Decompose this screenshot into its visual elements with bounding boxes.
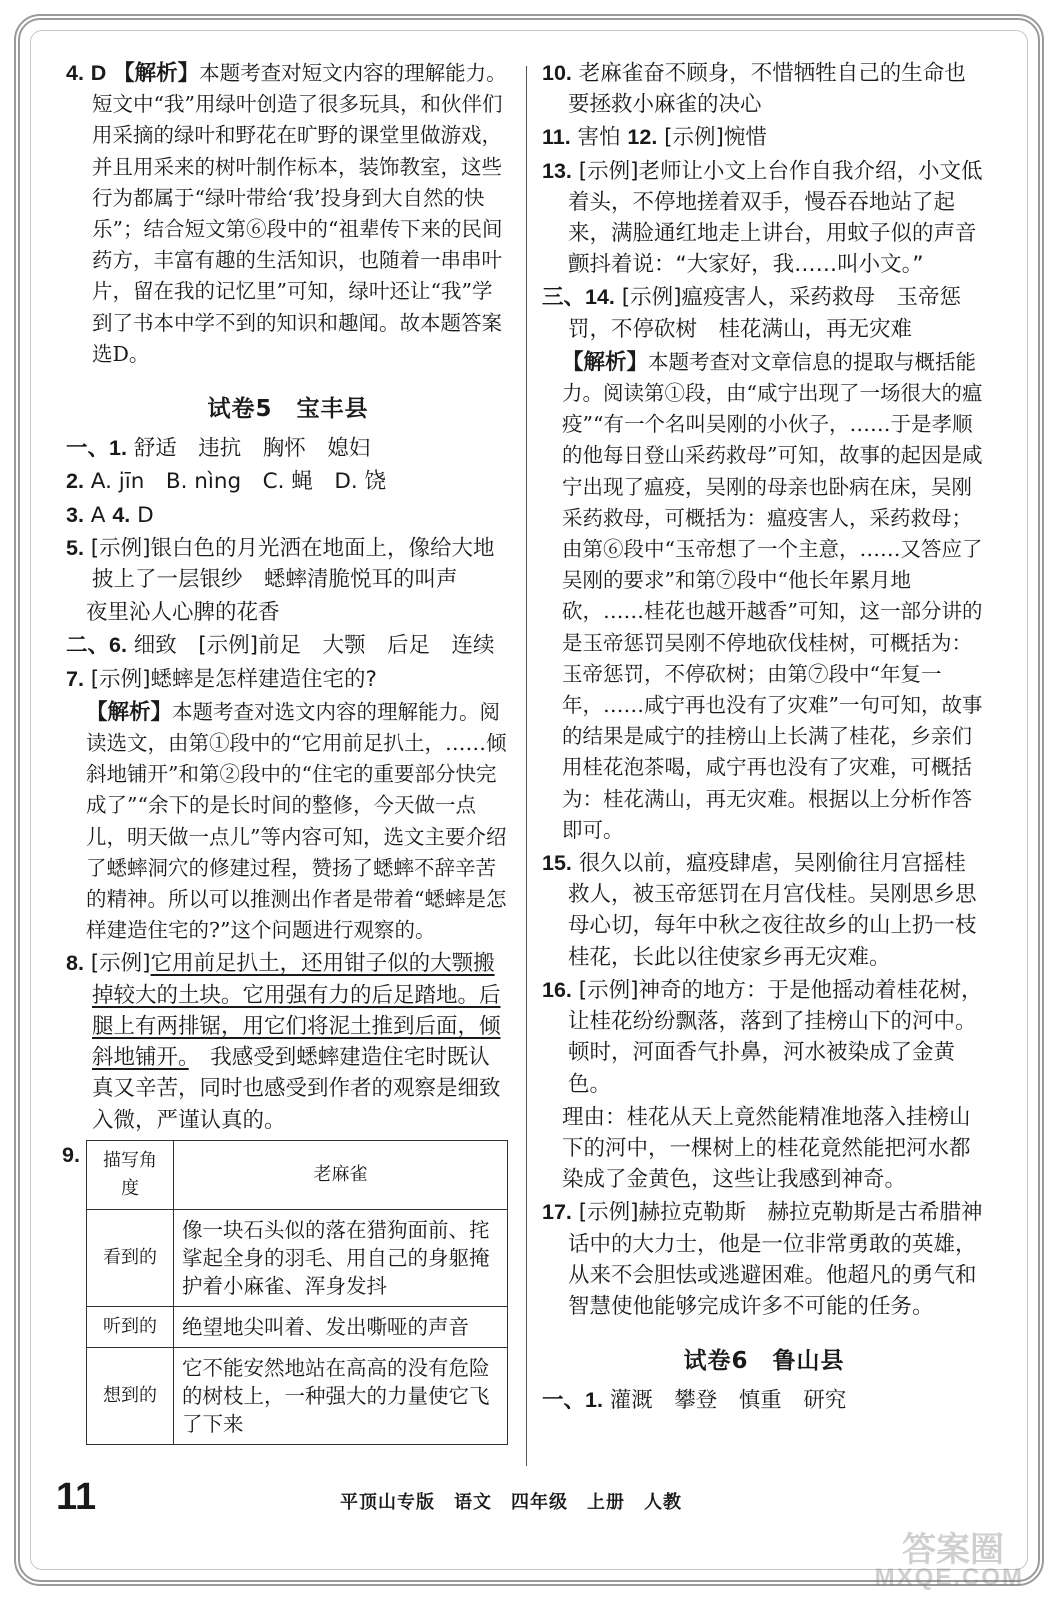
book-info: 平顶山专版 语文 四年级 上册 人教 — [340, 1492, 682, 1513]
table-row — [87, 1209, 508, 1306]
page-footer — [56, 1476, 1006, 1522]
watermark-logo-text: 答案圈 — [902, 1530, 1004, 1570]
column-divider — [526, 66, 527, 1466]
answer-6: 二、6. 细致 [示例]前足 大颚 后足 连续 — [66, 633, 495, 659]
table-row — [87, 1347, 508, 1444]
description-table — [86, 1140, 508, 1445]
section-title-6: 试卷6 鲁山县 — [683, 1348, 845, 1375]
table-cell: 想到的 — [87, 1347, 174, 1444]
table-cell: 看到的 — [87, 1209, 174, 1306]
page-number: 11 — [56, 1476, 97, 1518]
answer-1: 一、1. 舒适 违抗 胸怀 媳妇 — [66, 436, 371, 462]
answer-1b: 一、1. 灌溉 攀登 慎重 研究 — [542, 1388, 847, 1414]
answer-3-4: 3. A 4. D — [66, 502, 154, 528]
answer-4: 4. D 【解析】本题考查对短文内容的理解能力。短文中“我”用绿叶创造了很多玩具，和伙伴们用采摘的绿叶和野花在旷野的课堂里做游戏，并且用采来的树叶制作标本，装饰教室，这些行为都属于“绿叶带给‘我’投身到大自然的快乐”；结合短文第⑥段中的“祖辈传下来的民间药方，丰富有趣的生活知识，也随着一串串叶片，留在我的记忆里”可知，绿叶还让“我”学到了书本中学不到的知识和趣闻。故本题答案选D。 — [66, 61, 507, 366]
answer-14: 三、14. [示例]瘟疫害人，采药救母 玉帝惩罚，不停砍树 桂花满山，再无灾难 — [542, 285, 962, 342]
answer-17: 17. [示例]赫拉克勒斯 赫拉克勒斯是古希腊神话中的大力士，他是一位非常勇敢的英雄，从来不会胆怯或逃避困难。他超凡的勇气和智慧使他能够完成许多不可能的任务。 — [542, 1200, 983, 1319]
table-cell: 像一块石头似的落在猎狗面前、挓挲起全身的羽毛、用自己的身躯掩护着小麻雀、浑身发抖 — [174, 1209, 508, 1306]
watermark-url: MXQE.COM — [874, 1564, 1024, 1591]
answer-5-line2: 夜里沁人心脾的花香 — [86, 600, 280, 626]
table-header-row — [87, 1140, 508, 1209]
answer-9: 9. 描写角度 老麻雀 看到的 像一块石头似的落在猎狗面前、挓挲起全身的羽毛、用自己的身躯掩护着小麻雀、浑身发抖 听到的 绝望地尖叫着、发出嘶哑的声音 想到的 它不能安然地站在高高的没有危险的树枝上，一种强大的力量使它飞了下来 — [66, 1140, 510, 1445]
right-column — [542, 58, 986, 1419]
answer-13: 13. [示例]老师让小文上台作自我介绍，小文低着头，不停地搓着双手，慢吞吞地站了起来，满脸通红地走上讲台，用蚊子似的声音颤抖着说：“大家好，我……叫小文。” — [542, 158, 983, 278]
table-cell: 听到的 — [87, 1306, 174, 1347]
analysis-7: 【解析】本题考查对选文内容的理解能力。阅读选文，由第①段中的“它用前足扒土，……倾斜地铺开”和第②段中的“住宅的重要部分快完成了”“余下的是长时间的整修，今天做一点儿，明天做一点儿”等内容可知，选文主要介绍了蟋蟀洞穴的修建过程，赞扬了蟋蟀不辞辛苦的精神。所以可以推测出作者是带着“蟋蟀是怎样建造住宅的?”这个问题进行观察的。 — [86, 699, 507, 943]
table-header-cell: 描写角度 — [87, 1140, 174, 1209]
table-cell: 它不能安然地站在高高的没有危险的树枝上，一种强大的力量使它飞了下来 — [174, 1347, 508, 1444]
table-cell: 绝望地尖叫着、发出嘶哑的声音 — [174, 1306, 508, 1347]
left-column — [62, 58, 510, 1445]
answer-10: 10. 老麻雀奋不顾身，不惜牺牲自己的生命也要拯救小麻雀的决心 — [542, 61, 966, 118]
answer-11-12: 11. 害怕 12. [示例]惋惜 — [542, 125, 767, 151]
answer-16: 16. [示例]神奇的地方：于是他摇动着桂花树，让桂花纷纷飘落，落到了挂榜山下的河中。顿时，河面香气扑鼻，河水被染成了金黄色。 — [542, 977, 983, 1097]
watermark-logo — [874, 1522, 1024, 1592]
answer-8: 8. [示例]它用前足扒土，还用钳子似的大颚搬掉较大的土块。它用强有力的后足踏地。后腿上有两排锯，用它们将泥土推到后面，倾斜地铺开。 我感受到蟋蟀建造住宅时既认真又辛苦，同时也感受到作者的观察是细致入微，严谨认真的。 — [66, 951, 501, 1133]
section-title-5: 试卷5 宝丰县 — [207, 396, 369, 423]
table-row — [87, 1306, 508, 1347]
answer-15: 15. 很久以前，瘟疫肆虐，吴刚偷往月宫摇桂救人，被玉帝惩罚在月宫伐桂。吴刚思乡思母心切，每年中秋之夜往故乡的山上扔一枝桂花，长此以往使家乡再无灾难。 — [542, 851, 977, 970]
answer-16-reason: 理由：桂花从天上竟然能精准地落入挂榜山下的河中，一棵树上的桂花竟然能把河水都染成了金黄色，这些让我感到神奇。 — [562, 1104, 971, 1193]
answer-2: 2. A. jīn B. nìng C. 蝇 D. 饶 — [66, 469, 387, 495]
answer-7: 7. [示例]蟋蟀是怎样建造住宅的? — [66, 666, 377, 692]
answer-5: 5. [示例]银白色的月光洒在地面上，像给大地披上了一层银纱 蟋蟀清脆悦耳的叫声 — [66, 535, 495, 593]
table-header-cell: 老麻雀 — [174, 1140, 508, 1209]
analysis-14: 【解析】本题考查对文章信息的提取与概括能力。阅读第①段，由“咸宁出现了一场很大的瘟疫”“有一个名叫吴刚的小伙子，……于是孝顺的他每日登山采药救母”可知，故事的起因是咸宁出现了瘟疫，吴刚的母亲也卧病在床，吴刚采药救母，可概括为：瘟疫害人，采药救母；由第⑥段中“玉帝想了一个主意，……又答应了吴刚的要求”和第⑦段中“他长年累月地砍，……桂花也越开越香”可知，这一部分讲的是玉帝惩罚吴刚不停地砍伐桂树，可概括为：玉帝惩罚，不停砍树；由第⑦段中“年复一年，……咸宁再也没有了灾难”一句可知，故事的结果是咸宁的挂榜山上长满了桂花，乡亲们用桂花泡茶喝，咸宁再也没有了灾难，可概括为：桂花满山，再无灾难。根据以上分析作答即可。 — [562, 349, 983, 842]
